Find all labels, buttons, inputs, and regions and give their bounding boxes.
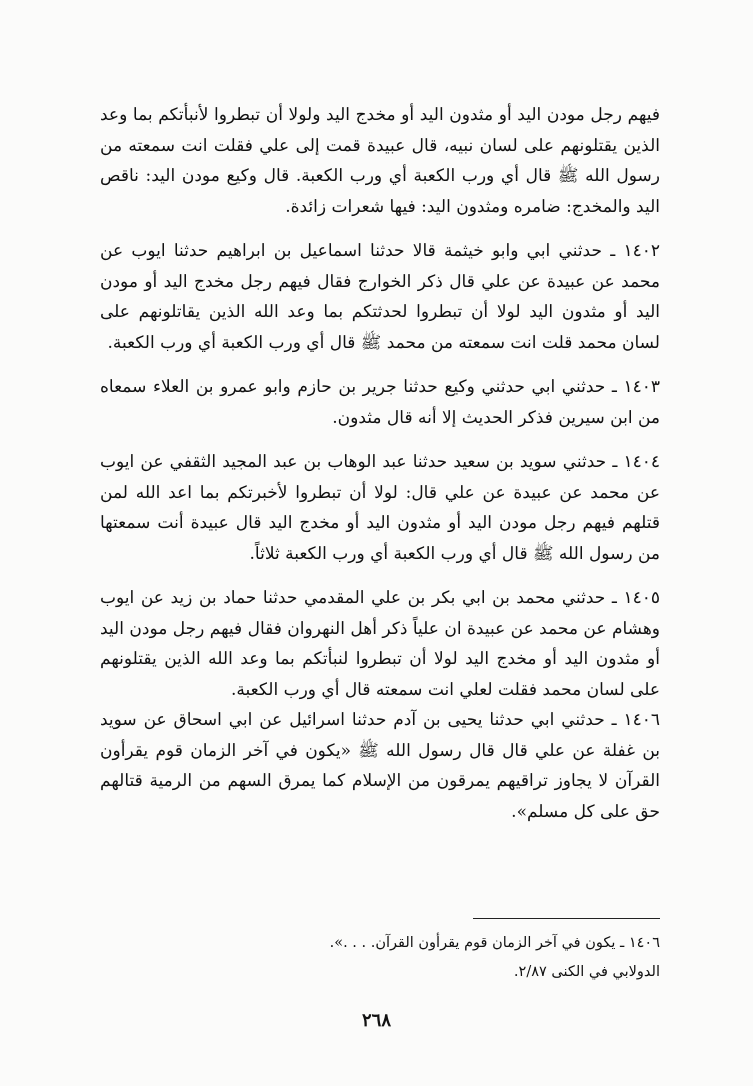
hadith-1404: ١٤٠٤ ـ حدثني سويد بن سعيد حدثنا عبد الوهاب بن عبد المجيد الثقفي عن ايوب عن محمد عن عبيدة عن علي قال: لولا أن تبطروا لأخبرتكم بما اعد الله لمن قتلهم فيهم رجل مودن اليد أو مثدون اليد أو مخدج اليد قال عبيدة أنت سمعتها من رسول الله ﷺ قال أي ورب الكعبة أي ورب الكعبة ثلاثاً.: [100, 452, 660, 564]
hadith-1403: ١٤٠٣ ـ حدثني ابي حدثني وكيع حدثنا جرير بن حازم وابو عمرو بن العلاء سمعاه من ابن سيرين فذكر الحديث إلا أنه قال مثدون.: [100, 377, 660, 428]
footnote-divider: [473, 918, 660, 919]
main-text: [100, 100, 660, 827]
paragraph-continuation: فيهم رجل مودن اليد أو مثدون اليد أو مخدج اليد ولولا أن تبطروا لأنبأتكم بما وعد الذين يقتلونهم على لسان نبيه، قال عبيدة قمت إلى علي فقلت انت سمعته من رسول الله ﷺ قال أي ورب الكعبة أي ورب الكعبة. قال وكيع مودن اليد: ناقص اليد والمخدج: ضامره ومثدون اليد: فيها شعرات زائدة.: [100, 105, 660, 217]
hadith-1405: ١٤٠٥ ـ حدثني محمد بن ابي بكر بن علي المقدمي حدثنا حماد بن زيد عن ايوب وهشام عن محمد عن عبيدة ان علياً ذكر أهل النهروان فقال فيهم رجل مودن اليد أو مثدون اليد أو مخدج اليد لولا أن تبطروا لنبأتكم بما وعد الله الذين يقتلونهم على لسان محمد فقلت لعلي انت سمعته قال أي ورب الكعبة.: [100, 588, 660, 700]
hadith-1402: ١٤٠٢ ـ حدثني ابي وابو خيثمة قالا حدثنا اسماعيل بن ابراهيم حدثنا ايوب عن محمد عن عبيدة عن علي قال ذكر الخوارج فقال فيهم رجل مخدج اليد أو مودن اليد أو مثدون اليد لولا أن تبطروا لحدثتكم بما وعد الله الذين يقاتلونهم على لسان محمد قلت انت سمعته من محمد ﷺ قال أي ورب الكعبة أي ورب الكعبة.: [100, 241, 660, 353]
hadith-1406: ١٤٠٦ ـ حدثني ابي حدثنا يحيى بن آدم حدثنا اسرائيل عن ابي اسحاق عن سويد بن غفلة عن علي قال قال رسول الله ﷺ «يكون في آخر الزمان قوم يقرأون القرآن لا يجاوز تراقيهم يمرقون من الإسلام كما يمرق السهم من الرمية قتالهم حق على كل مسلم».: [100, 710, 660, 822]
footnotes: [300, 929, 660, 987]
footnote-line-2: الدولابي في الكنى ٢/٨٧.: [513, 964, 660, 980]
page-number: ٢٦٨: [361, 1010, 391, 1031]
footnote-line-1: ١٤٠٦ ـ يكون في آخر الزمان قوم يقرأون القرآن. . . .».: [329, 935, 660, 951]
